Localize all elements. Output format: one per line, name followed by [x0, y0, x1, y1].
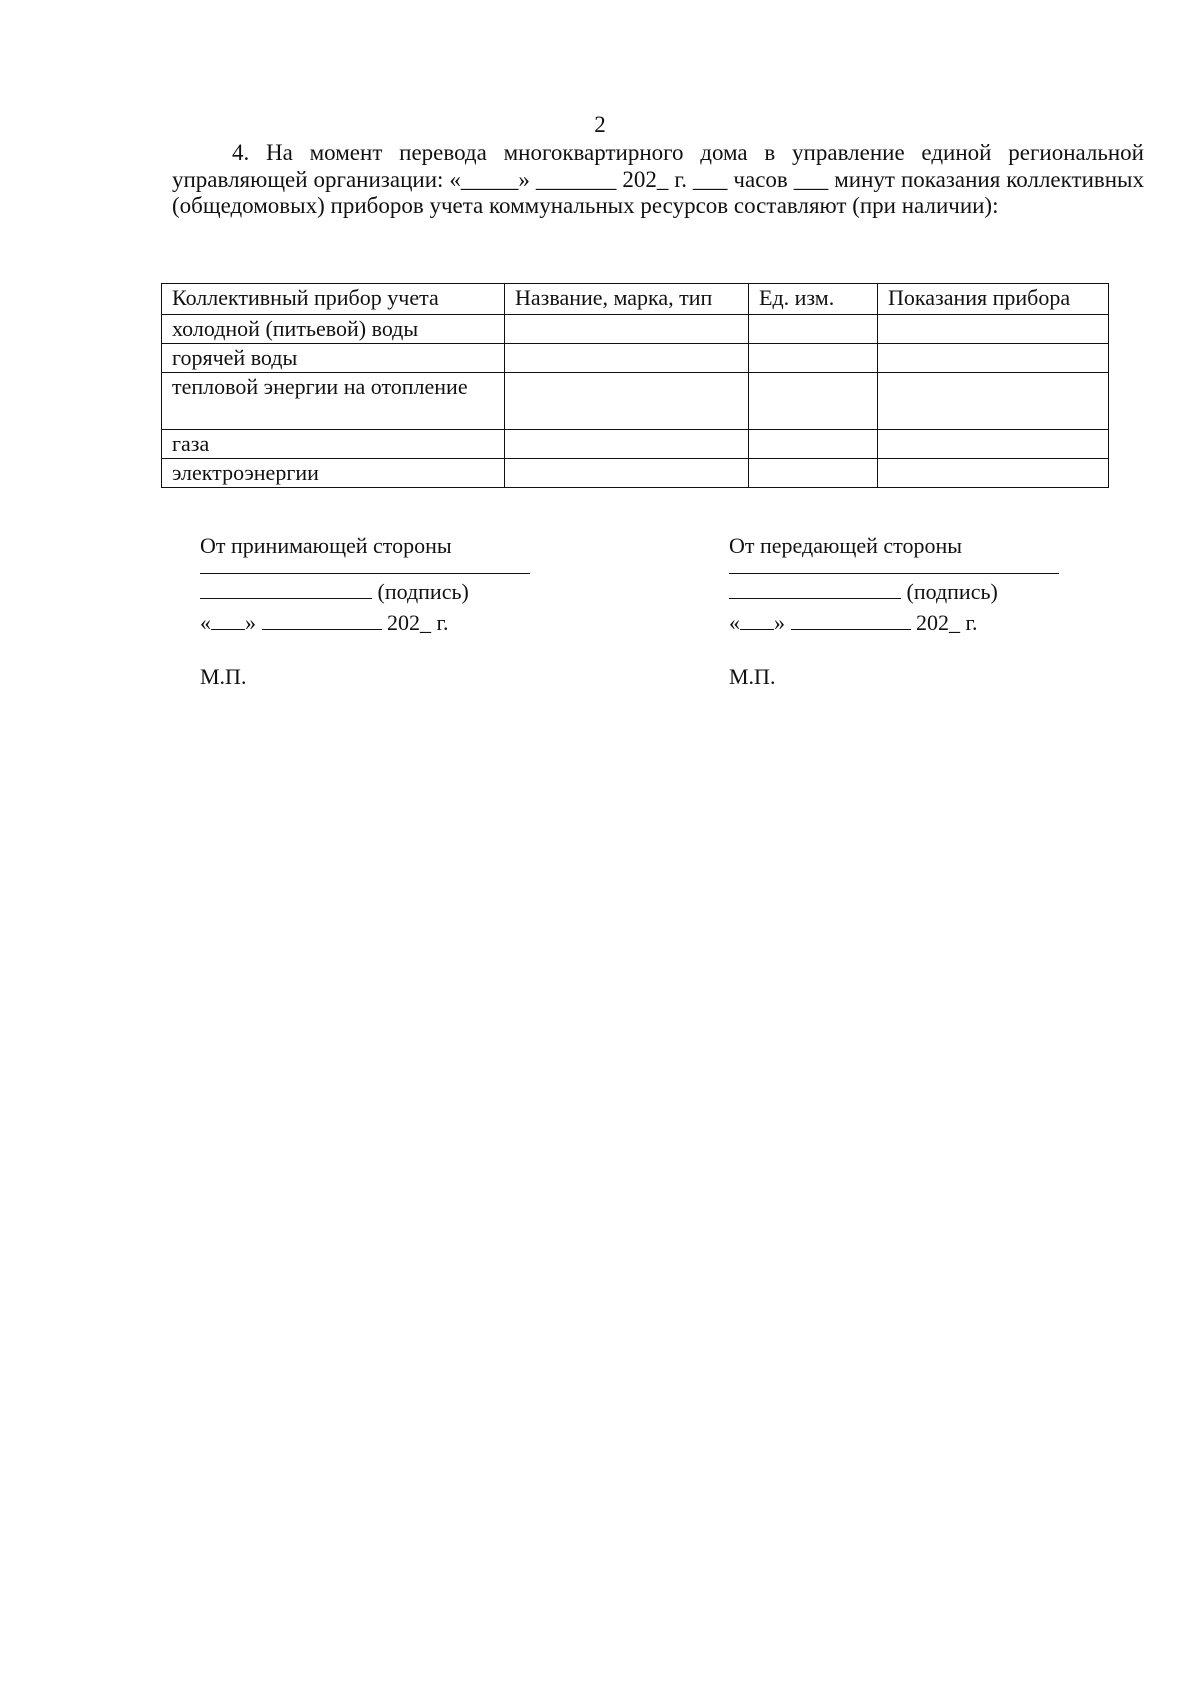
header-unit: Ед. изм.: [749, 284, 878, 315]
name-cell[interactable]: [505, 430, 749, 459]
meter-cell: холодной (питьевой) воды: [162, 315, 505, 344]
table-row: [162, 430, 1109, 459]
receiving-party-signature-row: [200, 578, 540, 605]
header-readings: Показания прибора: [878, 284, 1109, 315]
meter-cell: горячей воды: [162, 344, 505, 373]
unit-cell[interactable]: [749, 344, 878, 373]
transferring-party-signature-row: [729, 578, 1069, 605]
name-cell[interactable]: [505, 459, 749, 488]
table-header-row: [162, 284, 1109, 315]
meters-table: [161, 283, 1109, 488]
stamp-label: М.П.: [200, 664, 247, 689]
unit-cell[interactable]: [749, 459, 878, 488]
reading-cell[interactable]: [878, 459, 1109, 488]
open-quote: «: [729, 610, 740, 635]
meter-cell: тепловой энергии на отопление: [162, 373, 505, 430]
receiving-party-month-line[interactable]: [262, 609, 382, 630]
reading-cell[interactable]: [878, 430, 1109, 459]
name-cell[interactable]: [505, 373, 749, 430]
meter-cell: электроэнергии: [162, 459, 505, 488]
reading-cell[interactable]: [878, 315, 1109, 344]
transferring-party-signature-block: [729, 532, 1069, 690]
open-quote: «: [200, 610, 211, 635]
close-quote: »: [774, 610, 785, 635]
receiving-party-signature-block: [200, 532, 540, 690]
year-label: 202_ г.: [916, 610, 978, 635]
transferring-party-name-line[interactable]: [729, 573, 1059, 574]
header-name-brand-type: Название, марка, тип: [505, 284, 749, 315]
receiving-party-title: От принимающей стороны: [200, 533, 452, 558]
page-number: 2: [594, 112, 606, 137]
name-cell[interactable]: [505, 315, 749, 344]
reading-cell[interactable]: [878, 344, 1109, 373]
reading-cell[interactable]: [878, 373, 1109, 430]
receiving-party-signature-line[interactable]: [200, 578, 372, 599]
unit-cell[interactable]: [749, 315, 878, 344]
section-4-paragraph: 4. На момент перевода многоквартирного дома в управление единой региональной управляющей организации: «_____» _______ 202_ г. ___ часов ___ минут показания коллективных (общедомовых) приборов учета коммунальных ресурсов составляют (при наличии):: [172, 140, 1144, 218]
name-cell[interactable]: [505, 344, 749, 373]
header-meter: Коллективный прибор учета: [162, 284, 505, 315]
stamp-label: М.П.: [729, 664, 776, 689]
transferring-party-signature-line[interactable]: [729, 578, 901, 599]
receiving-party-date-row: [200, 609, 540, 636]
transferring-party-month-line[interactable]: [791, 609, 911, 630]
year-label: 202_ г.: [387, 610, 449, 635]
transferring-party-date-row: [729, 609, 1069, 636]
table-row: [162, 373, 1109, 430]
meter-cell: газа: [162, 430, 505, 459]
table-row: [162, 315, 1109, 344]
transferring-party-day-line[interactable]: [740, 609, 774, 630]
unit-cell[interactable]: [749, 373, 878, 430]
receiving-party-day-line[interactable]: [211, 609, 245, 630]
close-quote: »: [245, 610, 256, 635]
signature-label: (подпись): [906, 579, 998, 604]
receiving-party-name-line[interactable]: [200, 573, 530, 574]
unit-cell[interactable]: [749, 430, 878, 459]
signature-label: (подпись): [377, 579, 469, 604]
transferring-party-title: От передающей стороны: [729, 533, 963, 558]
table-row: [162, 459, 1109, 488]
table-row: [162, 344, 1109, 373]
